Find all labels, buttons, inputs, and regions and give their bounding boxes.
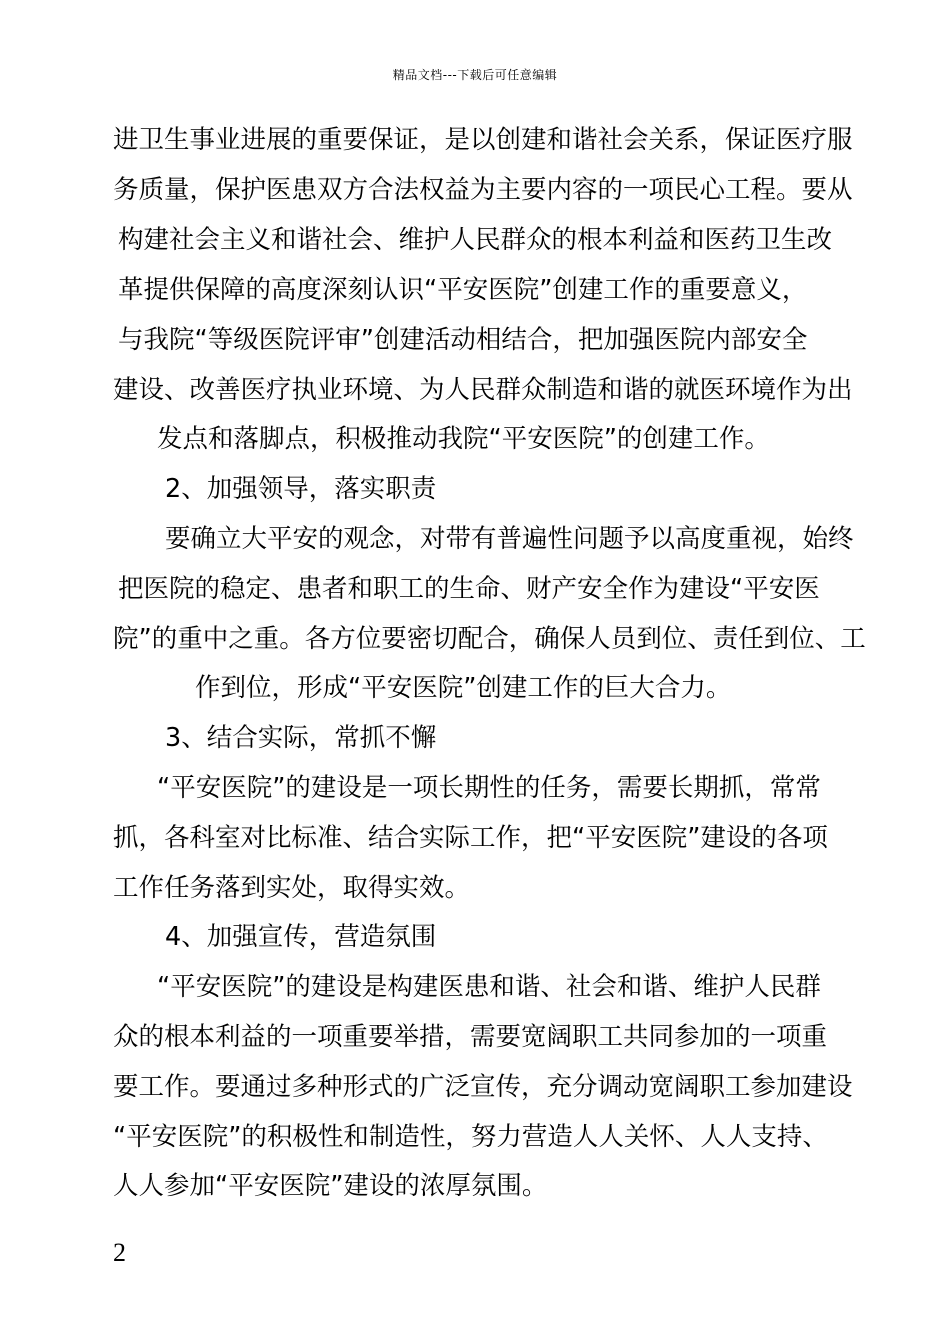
page-number: 2: [113, 1238, 126, 1267]
body-line: “平安医院”的建设是构建医患和谐、社会和谐、维护人民群: [157, 972, 821, 1002]
body-line: “平安医院”的积极性和制造性，努力营造人人关怀、人人支持、: [113, 1122, 828, 1152]
section-heading: 2、加强领导，落实职责: [165, 474, 437, 504]
page-header: 精品文档---下载后可任意编辑: [392, 68, 558, 82]
body-line: 与我院“等级医院评审”创建活动相结合，把加强医院内部安全: [118, 325, 808, 355]
body-line: 工作任务落到实处，取得实效。: [113, 873, 471, 903]
body-line: 人人参加“平安医院”建设的浓厚氛围。: [113, 1171, 548, 1201]
body-line: 要确立大平安的观念，对带有普遍性问题予以高度重视，始终: [165, 524, 854, 554]
body-line: 把医院的稳定、患者和职工的生命、财产安全作为建设“平安医: [118, 574, 820, 604]
body-line: 革提供保障的高度深刻认识“平安医院”创建工作的重要意义，: [118, 275, 808, 305]
body-line: 抓，各科室对比标准、结合实际工作，把“平安医院”建设的各项: [113, 823, 828, 853]
body-line: 要工作。要通过多种形式的广泛宣传，充分调动宽阔职工参加建设: [113, 1072, 853, 1102]
body-line: 建设、改善医疗执业环境、为人民群众制造和谐的就医环境作为出: [113, 375, 853, 405]
body-line: 构建社会主义和谐社会、维护人民群众的根本利益和医药卫生改: [118, 225, 833, 255]
body-line: 院”的重中之重。各方位要密切配合，确保人员到位、责任到位、工: [113, 624, 866, 654]
section-heading: 4、加强宣传，营造氛围: [165, 922, 437, 952]
body-line: 作到位，形成“平安医院”创建工作的巨大合力。: [195, 673, 732, 703]
body-line: “平安医院”的建设是一项长期性的任务，需要长期抓，常常: [157, 773, 821, 803]
body-line: 务质量，保护医患双方合法权益为主要内容的一项民心工程。要从: [113, 175, 853, 205]
body-line: 众的根本利益的一项重要举措，需要宽阔职工共同参加的一项重: [113, 1022, 828, 1052]
body-line: 发点和落脚点，积极推动我院“平安医院”的创建工作。: [157, 424, 770, 454]
section-heading: 3、结合实际，常抓不懈: [165, 723, 437, 753]
body-line: 进卫生事业进展的重要保证，是以创建和谐社会关系，保证医疗服: [113, 125, 853, 155]
